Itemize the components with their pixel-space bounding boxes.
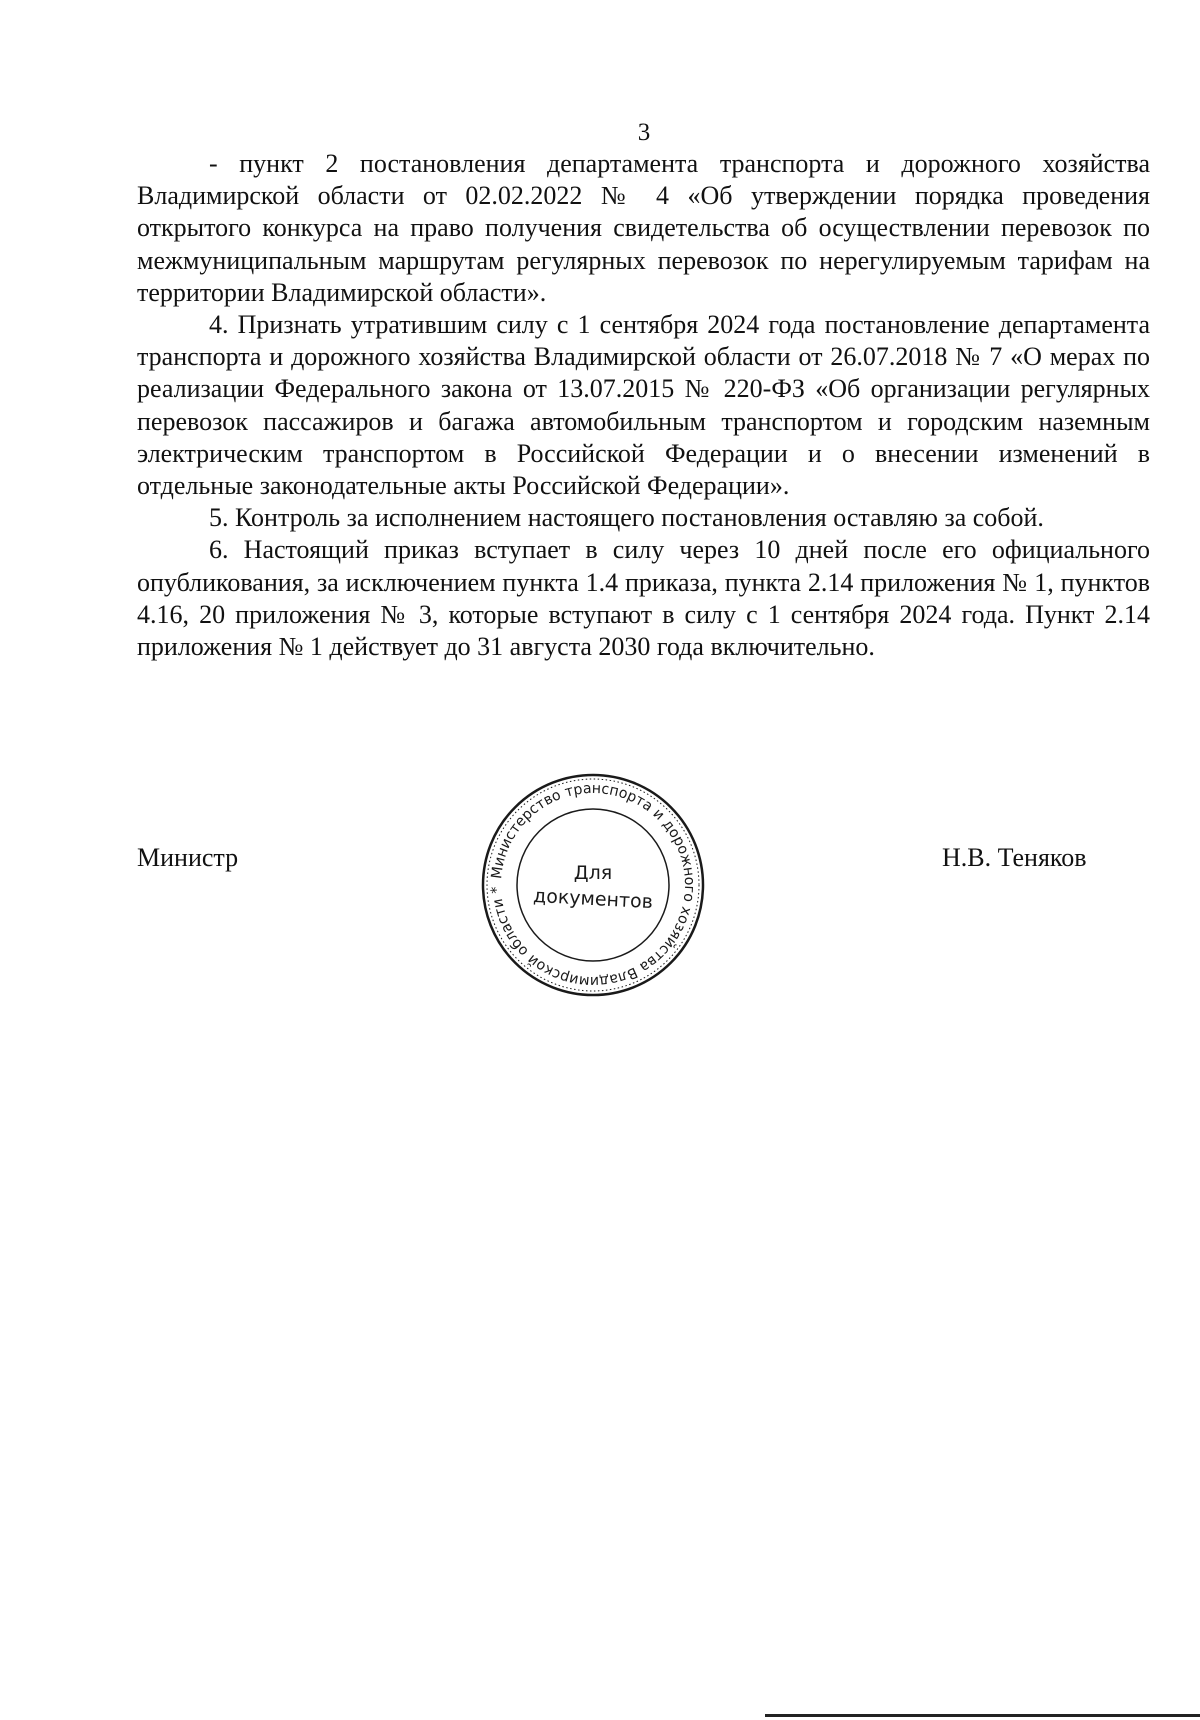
signer-name: Н.В. Теняков: [942, 843, 1087, 872]
paragraph-item-4: 4. Признать утратившим силу с 1 сентября 2024 года постановление департамента транспорта и дорожного хозяйства Владимирской области от 26.07.2018 № 7 «О мерах по реализации Федерального закона от 13.07.2015 № 220-ФЗ «Об организации регулярных перевозок пассажиров и багажа автомобильным транспортом и городским наземным электрическим транспортом в Российской Федерации и о внесении изменений в отдельные законодательные акты Российской Федерации».: [137, 310, 1150, 501]
stamp-center-line2: документов: [532, 884, 654, 914]
bottom-rule-divider: [765, 1714, 1200, 1717]
document-body: [137, 148, 1150, 663]
stamp-ring-text: Министерство транспорта и дорожного хозяйства Владимирской области *: [488, 780, 698, 990]
paragraph-item-5: 5. Контроль за исполнением настоящего постановления оставляю за собой.: [209, 503, 1044, 533]
page-number: 3: [637, 119, 651, 146]
paragraph-item-6: 6. Настоящий приказ вступает в силу через 10 дней после его официального опубликования, за исключением пункта 1.4 приказа, пункта 2.14 приложения № 1, пунктов 4.16, 20 приложения № 3, которые вступают в силу с 1 сентября 2024 года. Пункт 2.14 приложения № 1 действует до 31 августа 2030 года включительно.: [137, 535, 1150, 662]
paragraph-item-2: - пункт 2 постановления департамента транспорта и дорожного хозяйства Владимирской области от 02.02.2022 № 4 «Об утверждении порядка проведения открытого конкурса на право получения свидетельства об осуществлении перевозок по межмуниципальным маршрутам регулярных перевозок по нерегулируемым тарифам на территории Владимирской области».: [137, 149, 1150, 307]
stamp-center-line1: Для: [573, 862, 613, 884]
signer-title: Министр: [137, 843, 239, 872]
official-stamp: [478, 770, 708, 1000]
